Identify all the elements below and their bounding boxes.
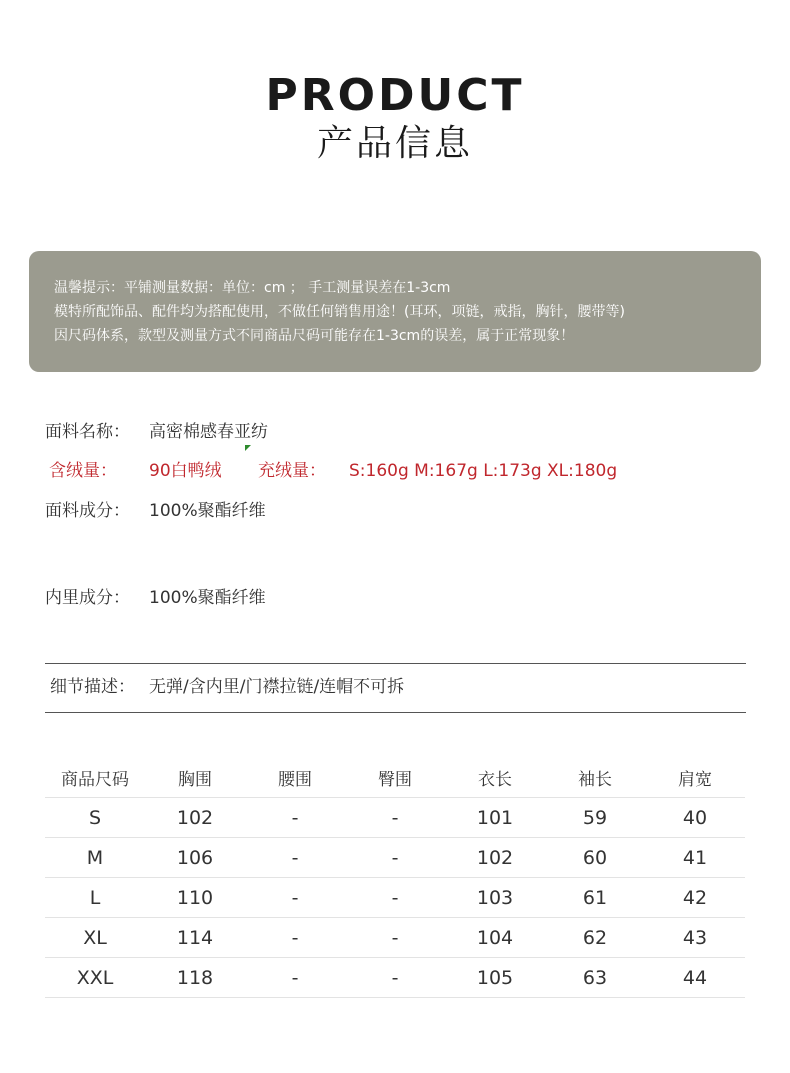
column-header: 肩宽 <box>645 758 745 798</box>
fabric-name-value: 高密棉感春亚纺 <box>149 422 268 442</box>
green-corner-mark <box>245 445 251 451</box>
table-cell: 110 <box>145 878 245 918</box>
table-cell: 40 <box>645 798 745 838</box>
column-header: 胸围 <box>145 758 245 798</box>
table-cell: - <box>245 958 345 998</box>
table-row <box>45 918 745 958</box>
column-header: 袖长 <box>545 758 645 798</box>
size-table <box>45 758 745 998</box>
table-cell: 102 <box>445 838 545 878</box>
table-cell: - <box>345 838 445 878</box>
page-title-en: PRODUCT <box>265 70 525 121</box>
table-cell: 101 <box>445 798 545 838</box>
details-value: 无弹/含内里/门襟拉链/连帽不可拆 <box>149 677 405 697</box>
table-cell: 60 <box>545 838 645 878</box>
table-cell: XL <box>45 918 145 958</box>
table-cell: 105 <box>445 958 545 998</box>
table-cell: 41 <box>645 838 745 878</box>
fabric-composition-label: 面料成分： <box>45 501 130 521</box>
notice-line: 因尺码体系，款型及测量方式不同商品尺码可能存在1-3cm的误差，属于正常现象！ <box>54 328 575 344</box>
lining-composition-row <box>45 586 266 610</box>
lining-composition-value: 100%聚酯纤维 <box>149 588 266 608</box>
down-content-label: 含绒量： <box>49 461 117 481</box>
notice-line: 模特所配饰品、配件均为搭配使用，不做任何销售用途！(耳环，项链，戒指，胸针，腰带等) <box>54 304 625 320</box>
table-cell: S <box>45 798 145 838</box>
table-cell: - <box>345 958 445 998</box>
column-header: 衣长 <box>445 758 545 798</box>
fabric-name-row <box>45 420 268 444</box>
table-row <box>45 878 745 918</box>
table-cell: 42 <box>645 878 745 918</box>
table-cell: 103 <box>445 878 545 918</box>
down-content-value: 90白鸭绒 <box>149 461 222 481</box>
table-cell: 118 <box>145 958 245 998</box>
table-cell: 102 <box>145 798 245 838</box>
fill-weight-label: 充绒量： <box>258 461 326 481</box>
table-header-row <box>45 758 745 798</box>
table-cell: 59 <box>545 798 645 838</box>
table-cell: M <box>45 838 145 878</box>
table-cell: 104 <box>445 918 545 958</box>
table-row <box>45 798 745 838</box>
table-cell: L <box>45 878 145 918</box>
column-header: 腰围 <box>245 758 345 798</box>
down-content-row <box>49 459 617 483</box>
details-row <box>50 675 404 699</box>
table-cell: - <box>245 798 345 838</box>
table-cell: 114 <box>145 918 245 958</box>
table-cell: 61 <box>545 878 645 918</box>
table-cell: - <box>245 838 345 878</box>
fabric-composition-row <box>45 499 266 523</box>
table-cell: - <box>245 918 345 958</box>
notice-box <box>29 251 761 372</box>
lining-composition-label: 内里成分： <box>45 588 130 608</box>
table-cell: - <box>345 878 445 918</box>
notice-line: 温馨提示：平铺测量数据：单位：cm ； 手工测量误差在1-3cm <box>54 280 451 296</box>
table-cell: 63 <box>545 958 645 998</box>
fabric-name-label: 面料名称： <box>45 422 130 442</box>
page-title-cn: 产品信息 <box>316 123 473 164</box>
table-cell: - <box>245 878 345 918</box>
table-cell: - <box>345 918 445 958</box>
table-row <box>45 958 745 998</box>
column-header: 商品尺码 <box>45 758 145 798</box>
table-cell: 43 <box>645 918 745 958</box>
table-cell: XXL <box>45 958 145 998</box>
details-label: 细节描述： <box>50 677 135 697</box>
table-row <box>45 838 745 878</box>
table-cell: - <box>345 798 445 838</box>
divider <box>45 663 746 664</box>
column-header: 臀围 <box>345 758 445 798</box>
table-cell: 106 <box>145 838 245 878</box>
fill-weight-value: S:160g M:167g L:173g XL:180g <box>349 461 618 481</box>
table-cell: 44 <box>645 958 745 998</box>
table-cell: 62 <box>545 918 645 958</box>
divider <box>45 712 746 713</box>
fabric-composition-value: 100%聚酯纤维 <box>149 501 266 521</box>
